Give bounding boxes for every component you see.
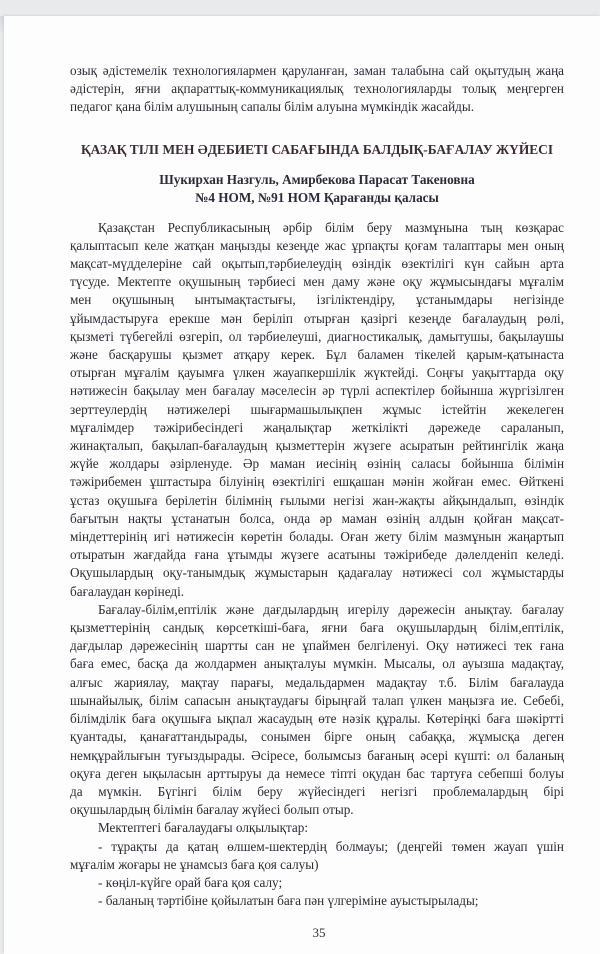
text-line: әдістерін, яғни ақпараттық-коммуникациялық технологияларды толық меңгерген (70, 81, 564, 97)
shortcomings-heading: Мектептегі бағалаудағы олқылықтар: (98, 820, 309, 836)
text-line: озық әдістемелік технологиялармен қаруланған, заман талабына сай оқытудың жаңа (70, 63, 564, 78)
text-line: қуантады, қанағаттандырады, сонымен бірге оның сабаққа, жұмысқа деген (70, 729, 564, 745)
list-item-text-continued: мұғалім жоғары не ұнамсыз баға қоя салуы) (70, 856, 319, 872)
text-line: немқұрайлығын туғыздырады. Әсіресе, болымсыз бағаның әсері күшті: ол баланың (70, 747, 564, 763)
text-line: ұйымдастыруға ерекше мән беріліп отырған қазіргі кезеңде бағалаудың рөлі, (70, 310, 564, 326)
text-line: тәжірибемен ұштастыра білуінің өзектілігі ешқашан мәнін жойған емес. Өйткені (70, 474, 564, 490)
text-line: Оқушылардың оқу-танымдық жұмыстарын қадағалау нәтижесі сол жұмыстарды (70, 565, 564, 581)
list-item (70, 838, 564, 874)
text-line: отыратын жағдайда ғана ұтымды жүзеге асатыны тәжірибеде дәлелденіп келеді. (70, 547, 564, 563)
page-number: 35 (312, 925, 326, 941)
text-line: Қазақстан Республикасының әрбір білім беру мазмұнына тың көзқарас (98, 219, 564, 235)
list-item-text: - көңіл-күйге орай баға қоя салу; (98, 874, 283, 890)
text-line: жүйе жолдары әзірленуде. Әр маман иесінің өзінің саласы бойынша білімін (70, 456, 564, 472)
text-line: отырған мұғалім қауымға үлкен жауапкершілік жүктейді. Соңғы уақыттарда оқу (70, 365, 564, 381)
article-byline (70, 171, 564, 207)
text-line: мұғалімдер тәжірибесіндегі жаңалықтар жеткілікті дәрежеде сараланып, (70, 419, 564, 435)
list-item-text: - баланың тәртібіне қойылатын баға пән үлгеріміне ауыстырылады; (98, 893, 479, 909)
document-page (4, 16, 600, 954)
text-line: білімділік баға оқушыға ықпал жасаудың өте нәзік құралы. Көтеріңкі баға шәкіртті (70, 711, 564, 727)
paragraph-2 (70, 601, 564, 819)
text-line: қызметі түбегейлі өзгеріп, ол тәрбиелеуші, диагностикалық, дамытушы, бақылаушы (70, 328, 564, 344)
text-line: міндеттерінің игі нәтижесін көретін болады. Оған жету білім мазмұнын жаңартып (70, 529, 564, 545)
text-line: мақсат-мүдделеріне сай оқытып,тәрбиелеудің өзіндік өзектілігі күн сайын арта (70, 256, 564, 272)
text-line: алғыс жариялау, мақтау парағы, медальдармен мадақтау т.б. Білім бағалауда (70, 674, 564, 690)
affiliation: №4 НОМ, №91 НОМ Қарағанды қаласы (195, 189, 439, 205)
text-line: түсуде. Мектепте оқушының тәрбиесі мен даму және оқу жұмысындағы мұғалім (70, 274, 564, 290)
list-item-text: - тұрақты да қатаң өлшем-шектердің болмауы; (деңгейі төмен жауап үшін (98, 838, 564, 854)
list-item (70, 874, 564, 892)
text-line: оқуға деген ықыласын арттыруы да немесе тіпті оқудан бас тартуға себепші болуы (70, 765, 564, 781)
text-line: және басқарушы қызмет атқару керек. Бұл баламен тікелей қарым-қатынаста (70, 347, 564, 363)
text-line: ұстаз оқушыға берілетін білімнің ғылыми негізі жан-жақты айқындалып, өзіндік (70, 492, 564, 508)
authors: Шукирхан Назгуль, Амирбекова Парасат Такеновна (159, 171, 475, 187)
page-content (70, 62, 564, 910)
text-line: Бағалау-білім,ептілік және дағдылардың игерілу дәрежесін анықтау. бағалау (98, 601, 564, 617)
article-title: ҚАЗАҚ ТІЛІ МЕН ӘДЕБИЕТІ САБАҒЫНДА БАЛДЫҚ-БАҒАЛАУ ЖҮЙЕСІ (80, 141, 554, 157)
text-line: қалыптасып келе жатқан маңызды кезеңде жас ұрпақты қоғам талаптары мен оның (70, 237, 564, 253)
text-line: бағытын нақты ұстанатын болса, онда әр маман өзінің алдын қойған мақсат- (70, 510, 564, 526)
text-line: бағалаудан көрінеді. (70, 583, 185, 599)
text-line: дағдылар дәрежесінің шартты сан не ұпаймен белгіленуі. Оқу нәтижесі тек ғана (70, 638, 564, 654)
text-line: жинақталып, бақылап-бағалаудың қызметтерін жүзеге асыратын рейтингілік жаңа (70, 438, 564, 454)
list-item (70, 892, 564, 910)
text-line: қызметтерінің сандық көрсеткіші-баға, яғни баға оқушылардың білім,ептілік, (70, 620, 564, 636)
text-line: да мүмкін. Бүгінгі білім беру жүйесіндегі негізгі проблемалардың бірі (70, 783, 564, 799)
text-line: нәтижесін бақылау мен бағалау мәселесін әр түрлі аспектілер бойынша жүргізілген (70, 383, 564, 399)
shortcomings-list (70, 838, 564, 911)
text-line: мен оқушының ынтымақтастығы, ізгіліктендіру, ұстанымдары негізінде (70, 292, 564, 308)
text-line: шынайылық, білім сапасын анықтаудағы бірыңғай талап үлкен маңызға ие. Себебі, (70, 692, 564, 708)
text-line: педагог қана білім алушының сапалы білім алуына мүмкіндік жасайды. (70, 99, 475, 115)
text-line: зерттеулердің нәтижелері шығармашылықпен жұмыс істейтін жекелеген (70, 401, 564, 417)
paragraph-1 (70, 219, 564, 601)
intro-paragraph (70, 62, 564, 117)
text-line: оқушылардың білімін бағалау жүйесі болып отыр. (70, 802, 354, 818)
text-line: баға емес, басқа да жолдармен анықталуы мүмкін. Мысалы, ол ауызша мадақтау, (70, 656, 564, 672)
